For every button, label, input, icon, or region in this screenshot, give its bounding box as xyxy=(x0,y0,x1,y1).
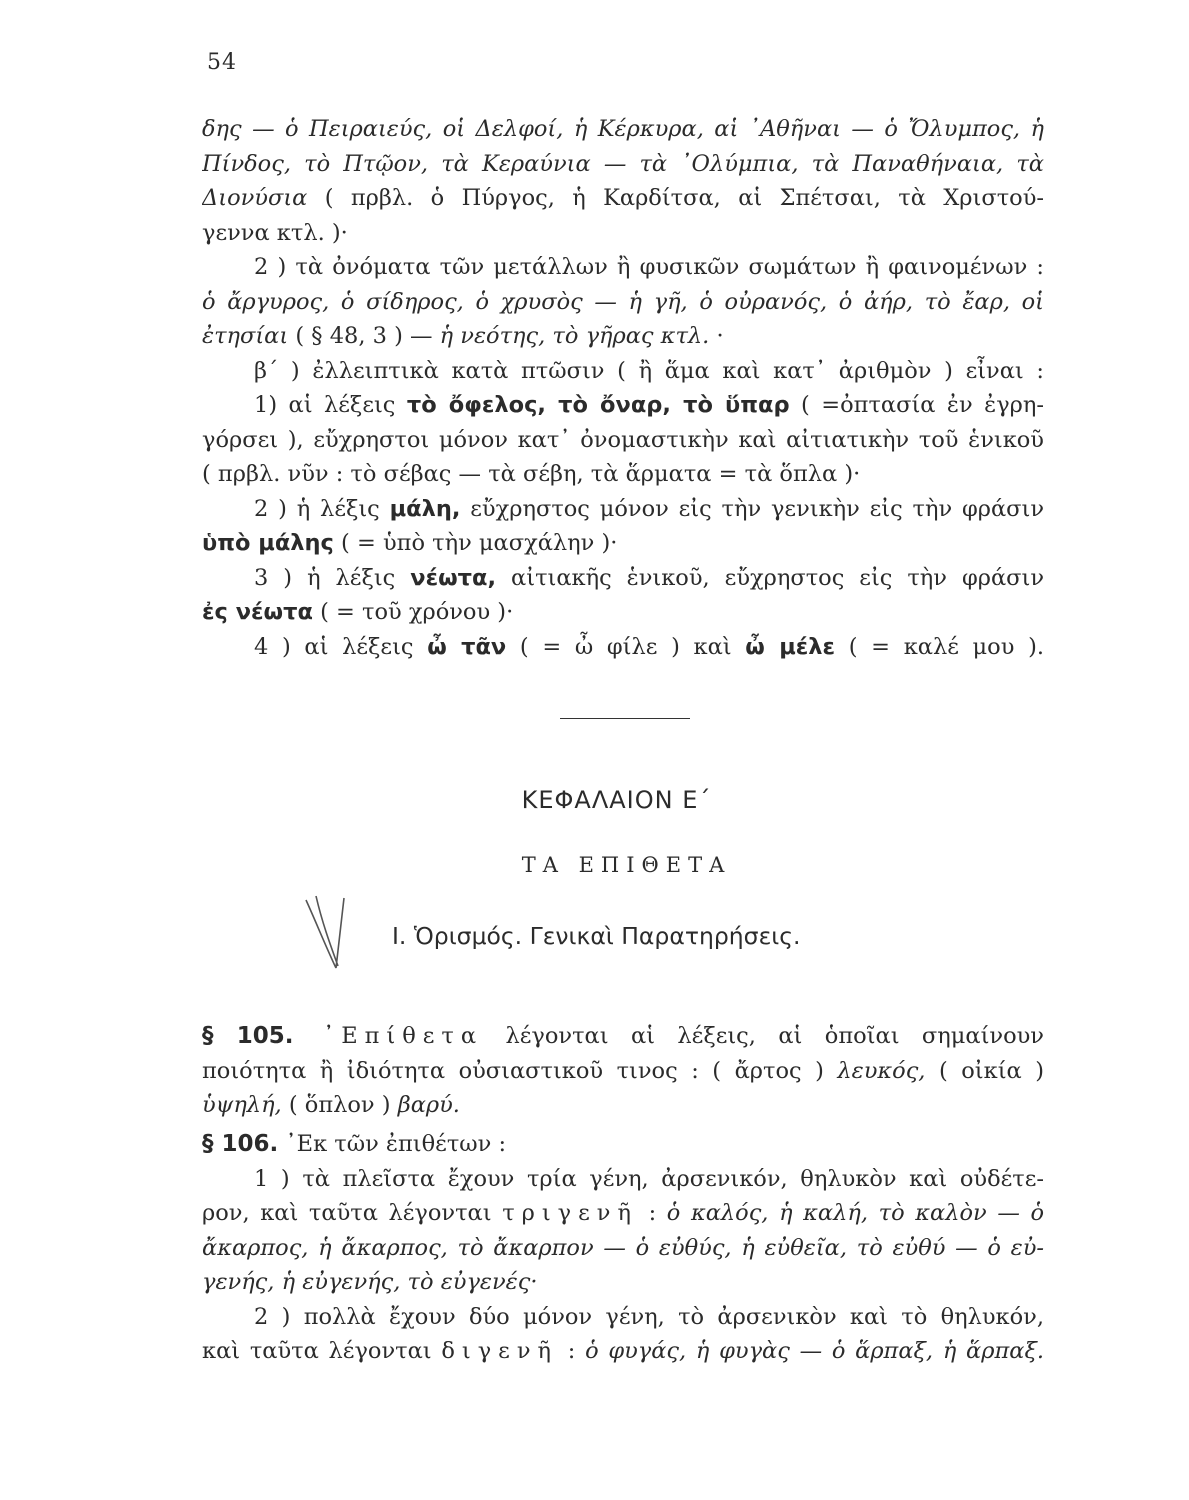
text-line: § 105. ᾿Επίθετα λέγονται αἱ λέξεις, αἱ ὁποῖαι σημαίνουν xyxy=(202,1023,1044,1049)
text-line: 2 ) ἡ λέξις μάλη, εὔχρηστος μόνον εἰς τὴν γενικὴν εἰς τὴν φράσιν xyxy=(254,495,1044,522)
text-line: Πίνδος, τὸ Πτῷον, τὰ Κεραύνια — τὰ ᾿Ολύμπια, τὰ Παναθήναια, τὰ xyxy=(202,150,1044,177)
text-line: ( πρβλ. νῦν : τὸ σέβας — τὰ σέβη, τὰ ἅρματα = τὰ ὅπλα )· xyxy=(202,461,861,487)
text-line: 4 ) αἱ λέξεις ὦ τᾶν ( = ὦ φίλε ) καὶ ὦ μέλε ( = καλέ μου ). xyxy=(254,633,1044,660)
text-line: 2 ) πολλὰ ἔχουν δύο μόνον γένη, τὸ ἀρσενικὸν καὶ τὸ θηλυκόν, xyxy=(254,1303,1044,1330)
text-line: ρον, καὶ ταῦτα λέγονται τριγενῆ : ὁ καλός, ἡ καλή, τὸ καλὸν — ὁ xyxy=(202,1200,1044,1226)
text-line: 1) αἱ λέξεις τὸ ὄφελος, τὸ ὄναρ, τὸ ὕπαρ ( =ὀπτασία ἐν ἐγρη- xyxy=(254,392,1044,418)
separator-rule xyxy=(560,718,690,719)
text-line: δης — ὁ Πειραιεύς, οἱ Δελφοί, ἡ Κέρκυρα, αἱ ᾿Αθῆναι — ὁ Ὄλυμπος, ἡ xyxy=(202,116,1044,142)
text-line: καὶ ταῦτα λέγονται διγενῆ : ὁ φυγάς, ἡ φυγὰς — ὁ ἅρπαξ, ἡ ἅρπαξ. xyxy=(202,1338,1044,1364)
text-line: ἐς νέωτα ( = τοῦ χρόνου )· xyxy=(202,599,514,625)
paragraph-105 xyxy=(202,1019,1044,1123)
top-text-block xyxy=(202,112,1044,664)
page-number: 54 xyxy=(207,50,237,75)
text-line: 2 ) τὰ ὀνόματα τῶν μετάλλων ἢ φυσικῶν σωμάτων ἢ φαινομένων : xyxy=(254,254,1044,280)
handwritten-mark-icon xyxy=(302,892,350,972)
chapter-subtitle: ΤΑ ΕΠΙΘΕΤΑ xyxy=(521,853,732,877)
text-line: ὁ ἄργυρος, ὁ σίδηρος, ὁ χρυσὸς — ἡ γῆ, ὁ οὐρανός, ὁ ἀήρ, τὸ ἔαρ, οἱ xyxy=(202,288,1044,315)
text-line: ποιότητα ἢ ἰδιότητα οὐσιαστικοῦ τινος : ( ἄρτος ) λευκός, ( οἰκία ) xyxy=(202,1057,1044,1084)
text-line: β΄ ) ἐλλειπτικὰ κατὰ πτῶσιν ( ἢ ἅμα καὶ κατ᾿ ἀριθμὸν ) εἶναι : xyxy=(254,357,1044,384)
text-line: ἐτησίαι ( § 48, 3 ) — ἡ νεότης, τὸ γῆρας κτλ. · xyxy=(202,323,724,349)
chapter-title: ΚΕΦΑΛΑΙΟΝ Ε΄ xyxy=(521,786,712,814)
paragraph-106 xyxy=(202,1127,1044,1369)
text-line: § 106. ᾿Εκ τῶν ἐπιθέτων : xyxy=(202,1131,507,1157)
text-line: 3 ) ἡ λέξις νέωτα, αἰτιακῆς ἑνικοῦ, εὔχρηστος εἰς τὴν φράσιν xyxy=(254,564,1044,591)
text-line: γεννα κτλ. )· xyxy=(202,219,348,246)
text-line: Διονύσια ( πρβλ. ὁ Πύργος, ἡ Καρδίτσα, αἱ Σπέτσαι, τὰ Χριστού- xyxy=(202,185,1044,211)
text-line: γενής, ἡ εὐγενής, τὸ εὐγενές· xyxy=(202,1269,538,1295)
text-line: ὑψηλή, ( ὅπλον ) βαρύ. xyxy=(202,1092,460,1118)
text-line: ἄκαρπος, ἡ ἄκαρπος, τὸ ἄκαρπον — ὁ εὐθύς, ἡ εὐθεῖα, τὸ εὐθύ — ὁ εὐ- xyxy=(202,1234,1044,1261)
text-line: γόρσει ), εὔχρηστοι μόνον κατ᾿ ὀνομαστικὴν καὶ αἰτιατικὴν τοῦ ἑνικοῦ xyxy=(202,426,1044,453)
text-line: ὑπὸ μάλης ( = ὑπὸ τὴν μασχάλην )· xyxy=(202,530,618,556)
text-line: 1 ) τὰ πλεῖστα ἔχουν τρία γένη, ἀρσενικόν, θηλυκὸν καὶ οὐδέτε- xyxy=(254,1165,1044,1192)
section-heading: Ι. Ὁρισμός. Γενικαὶ Παρατηρήσεις. xyxy=(392,922,801,950)
